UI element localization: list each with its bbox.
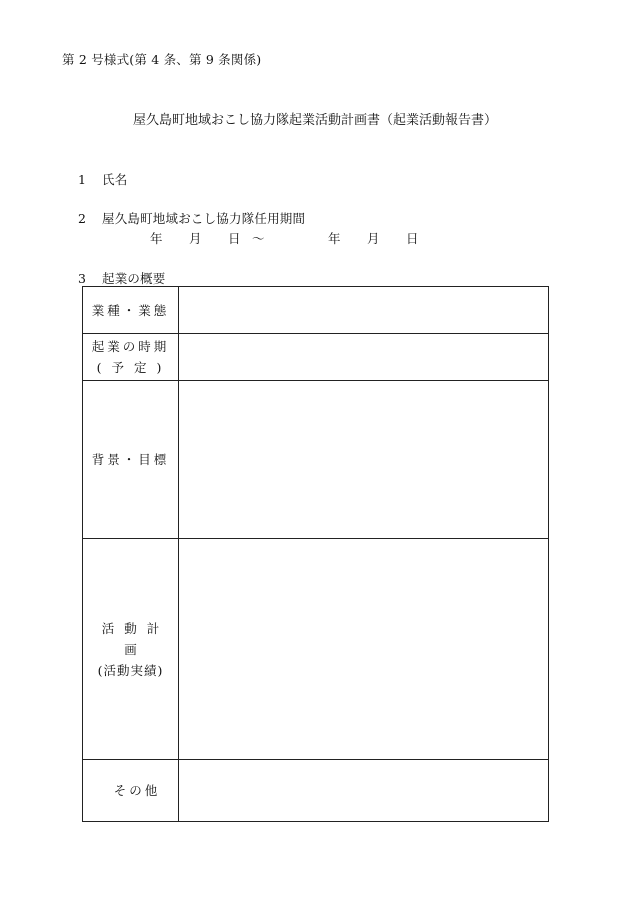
activity-plan-label-cell <box>83 539 179 760</box>
activity-plan-sublabel: (活動実績) <box>97 662 164 678</box>
table-row <box>83 334 549 381</box>
start-time-label-cell <box>83 334 179 381</box>
item-overview <box>78 269 166 287</box>
background-input-cell[interactable] <box>179 381 549 539</box>
item-label: 氏名 <box>102 172 128 187</box>
background-label: 背景・目標 <box>91 452 170 467</box>
other-label-cell <box>83 760 179 822</box>
background-label-cell <box>83 381 179 539</box>
table-row <box>83 760 549 822</box>
other-label: その他 <box>113 783 161 798</box>
other-input-cell[interactable] <box>179 760 549 822</box>
start-time-input-cell[interactable] <box>179 334 549 381</box>
item-label: 屋久島町地域おこし協力隊任用期間 <box>102 211 306 226</box>
item-number: 3 <box>78 271 87 286</box>
table-row <box>83 287 549 334</box>
form-number: 第 2 号様式(第 4 条、第 9 条関係) <box>62 52 262 67</box>
industry-label: 業種・業態 <box>91 302 170 318</box>
year-label-start: 年 <box>150 231 163 246</box>
table-row <box>83 381 549 539</box>
item-term <box>78 209 305 227</box>
start-time-label: 起業の時期 <box>91 339 170 354</box>
document-title: 屋久島町地域おこし協力隊起業活動計画書（起業活動報告書） <box>132 113 497 128</box>
day-label-end: 日 <box>406 231 419 246</box>
business-overview-table <box>82 286 549 822</box>
tilde-separator: 〜 <box>252 231 265 246</box>
activity-plan-input-cell[interactable] <box>179 539 549 760</box>
item-number: 1 <box>78 172 87 187</box>
table-row <box>83 539 549 760</box>
industry-input-cell[interactable] <box>179 287 549 334</box>
month-label-start: 月 <box>189 231 202 246</box>
day-label-start: 日 <box>228 231 241 246</box>
month-label-end: 月 <box>367 231 380 246</box>
item-name <box>78 170 127 188</box>
start-time-sublabel: ( 予 定 ) <box>96 360 165 375</box>
year-label-end: 年 <box>328 231 341 246</box>
industry-label-cell <box>83 287 179 334</box>
activity-plan-label: 活動計画 <box>101 620 170 657</box>
item-number: 2 <box>78 211 87 226</box>
item-label: 起業の概要 <box>102 271 166 286</box>
